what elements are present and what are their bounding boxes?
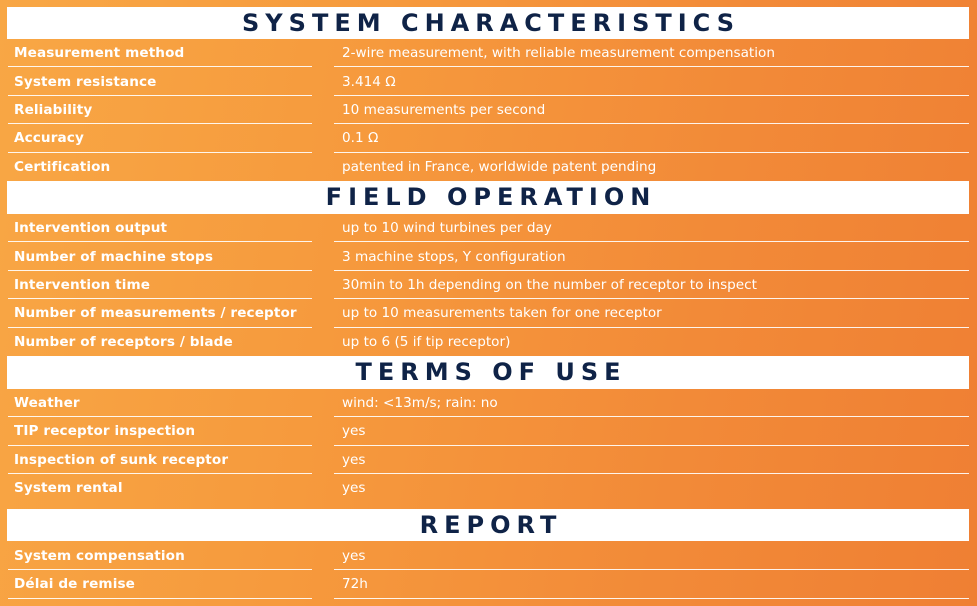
row-label: Intervention output — [14, 220, 168, 237]
row-value: 0.1 Ω — [342, 130, 379, 147]
row-label: Number of measurements / receptor — [14, 305, 297, 322]
table-row — [0, 271, 977, 299]
row-label: Weather — [14, 395, 80, 412]
table-row — [0, 417, 977, 445]
row-label: Délai de remise — [14, 576, 135, 593]
row-label: System compensation — [14, 547, 185, 564]
row-value: 3.414 Ω — [342, 73, 396, 90]
row-value: yes — [342, 480, 366, 497]
row-label: Reliability — [14, 101, 93, 118]
row-label: Accuracy — [14, 130, 84, 147]
row-label: Number of machine stops — [14, 248, 214, 265]
row-label: TIP receptor inspection — [14, 423, 196, 440]
row-label: System resistance — [14, 73, 157, 90]
table-row — [0, 446, 977, 474]
row-value: patented in France, worldwide patent pending — [342, 158, 657, 175]
table-row — [0, 541, 977, 570]
row-value: up to 10 wind turbines per day — [342, 220, 552, 237]
row-value: yes — [342, 547, 366, 564]
row-label: Measurement method — [14, 45, 185, 62]
row-label: Intervention time — [14, 276, 151, 293]
table-row — [0, 39, 977, 67]
row-label: Inspection of sunk receptor — [14, 451, 229, 468]
divider — [334, 598, 969, 599]
table-row — [0, 242, 977, 270]
table-row — [0, 570, 977, 599]
row-label: Number of receptors / blade — [14, 333, 233, 350]
section-header-field-operation: FIELD OPERATION — [7, 181, 969, 214]
row-value: 3 machine stops, Y configuration — [342, 248, 566, 265]
table-row — [0, 389, 977, 417]
table-row — [0, 328, 977, 356]
divider — [8, 598, 312, 599]
table-row — [0, 67, 977, 95]
row-value: up to 6 (5 if tip receptor) — [342, 333, 511, 350]
section-header-report: REPORT — [7, 509, 969, 541]
row-value: 30min to 1h depending on the number of receptor to inspect — [342, 276, 757, 293]
row-value: yes — [342, 423, 366, 440]
table-row — [0, 299, 977, 327]
row-value: wind: <13m/s; rain: no — [342, 395, 498, 412]
section-header-system-characteristics: SYSTEM CHARACTERISTICS — [7, 7, 969, 39]
row-label: Certification — [14, 158, 111, 175]
row-value: yes — [342, 451, 366, 468]
row-value: 72h — [342, 576, 368, 593]
table-row — [0, 474, 977, 502]
table-row — [0, 96, 977, 124]
table-row — [0, 214, 977, 242]
row-value: 2-wire measurement, with reliable measurement compensation — [342, 45, 775, 62]
row-value: up to 10 measurements taken for one receptor — [342, 305, 662, 322]
section-header-terms-of-use: TERMS OF USE — [7, 356, 969, 389]
row-value: 10 measurements per second — [342, 101, 546, 118]
table-row — [0, 153, 977, 181]
row-label: System rental — [14, 480, 123, 497]
table-row — [0, 124, 977, 152]
